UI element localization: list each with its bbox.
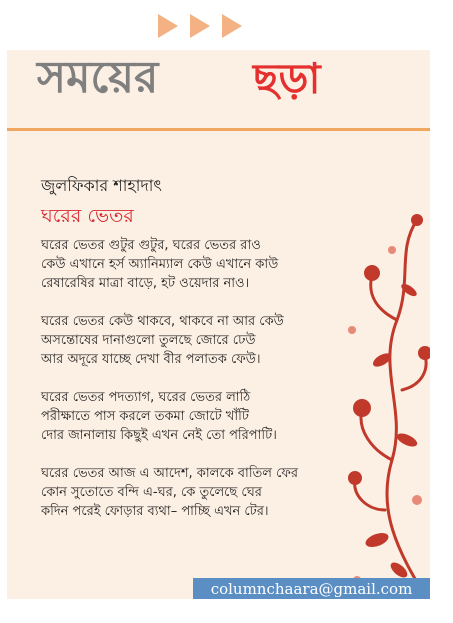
author-name: জুলফিকার শাহাদাৎ (41, 176, 162, 195)
poem-line: আর অদূরে যাচ্ছে দেখা বীর পলাতক ফেউ। (41, 352, 261, 367)
poem-line: পরীক্ষাতে পাস করলে তকমা জোটে খাঁটি (41, 409, 249, 424)
stanza (41, 388, 371, 445)
stanza (41, 464, 371, 521)
poem-line: কেউ এখানে হর্স অ্যানিম্যাল কেউ এখানে কাউ (41, 257, 279, 272)
masthead (7, 50, 430, 126)
poem-title: ঘরের ভেতর (41, 205, 134, 227)
poem-line: রেষারেষির মাত্রা বাড়ে, হট ওয়েদার নাও। (41, 276, 250, 291)
poem-body (41, 236, 371, 540)
masthead-title-part2: ছড়া (253, 54, 321, 103)
poem-line: কোন সুতোতে বন্দি এ-ঘর, কে তুলেছে ঘের (41, 485, 262, 500)
column-panel (7, 50, 430, 599)
poem-line: ঘরের ভেতর কেউ থাকবে, থাকবে না আর কেউ (41, 314, 284, 329)
decorative-arrows (158, 14, 242, 38)
contact-email: columnchaara@gmail.com (193, 578, 430, 599)
floral-ornament-icon (337, 210, 430, 599)
arrow-right-icon (222, 14, 242, 38)
stanza (41, 312, 371, 369)
stanza (41, 236, 371, 293)
poem-line: ঘরের ভেতর গুটুর গুটুর, ঘরের ভেতর রাও (41, 238, 261, 253)
poem-line: কদিন পরেই ফোড়ার ব্যথা– পাচ্ছি এখন টের। (41, 504, 269, 519)
masthead-divider (7, 128, 430, 131)
poem-line: ঘরের ভেতর আজ এ আদেশ, কালকে বাতিল ফের (41, 466, 299, 481)
poem-line: দোর জানালায় কিছুই এখন নেই তো পরিপাটি। (41, 428, 277, 443)
arrow-right-icon (158, 14, 178, 38)
masthead-title-part1: সময়ের (37, 52, 159, 103)
arrow-right-icon (190, 14, 210, 38)
poem-line: অসন্তোষের দানাগুলো তুলছে জোরে ঢেউ (41, 333, 256, 348)
poem-line: ঘরের ভেতর পদত্যাগ, ঘরের ভেতর লাঠি (41, 390, 251, 405)
